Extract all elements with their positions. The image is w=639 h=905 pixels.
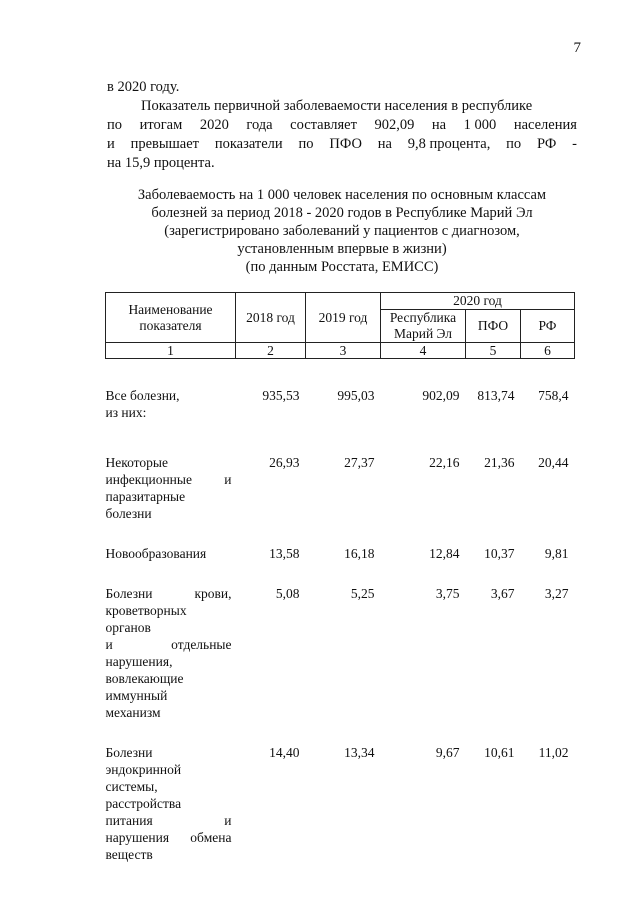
value-rf: 11,02 (538, 745, 569, 760)
caption-line-4: установленным впервые в жизни) (237, 241, 447, 257)
row-name-line (106, 744, 232, 761)
row-name-word: веществ (105, 847, 153, 862)
row-name-line (106, 619, 232, 636)
header-2018: 2018 год (236, 293, 306, 343)
table-row (106, 454, 575, 522)
row-name (106, 744, 236, 863)
value-v2018: 935,53 (262, 388, 300, 403)
row-name-word: Некоторые (105, 455, 168, 470)
row-name-line (106, 454, 232, 471)
intro-word: РФ (537, 136, 557, 152)
row-name-word: и (224, 472, 232, 487)
row-name-line (106, 653, 232, 670)
intro-word: на (377, 136, 392, 152)
row-name-line (106, 602, 232, 619)
row-name-word: из них: (105, 405, 147, 420)
row-name-word: отдельные (171, 637, 232, 652)
table-caption (100, 186, 584, 276)
intro-word: на (431, 117, 447, 133)
row-name (106, 454, 236, 522)
row-spacer-cell (106, 522, 575, 545)
column-number-5: 5 (466, 343, 521, 359)
intro-word: показатели (214, 136, 283, 152)
header-republic: Республика Марий Эл (381, 310, 466, 343)
row-name-line (106, 778, 232, 795)
header-2020: 2020 год (381, 293, 575, 310)
row-spacer (106, 721, 575, 744)
row-name-line (106, 636, 232, 653)
row-name-line (106, 687, 232, 704)
intro-line-5: на 15,9 процента. (107, 155, 215, 171)
column-number-2: 2 (236, 343, 306, 359)
row-name-word: нарушения (105, 830, 170, 845)
row-name-line (106, 670, 232, 687)
caption-line-5: (по данным Росстата, ЕМИСС) (245, 259, 439, 275)
intro-word: 1 000 (463, 117, 497, 133)
caption-line-1: Заболеваемость на 1 000 человек населения по основным классам (137, 187, 547, 203)
intro-line-4 (107, 135, 577, 154)
row-spacer-cell (106, 562, 575, 585)
row-spacer (106, 522, 575, 545)
value-pfo: 10,37 (484, 546, 515, 561)
row-name-line (106, 387, 232, 404)
value-rme: 3,75 (435, 586, 460, 601)
value-pfo: 21,36 (484, 455, 515, 470)
row-name-word: Болезни (105, 586, 153, 601)
row-name-word: Новообразования (105, 546, 207, 561)
row-spacer (106, 562, 575, 585)
column-number-3: 3 (306, 343, 381, 359)
value-rme: 22,16 (429, 455, 460, 470)
header-rf: РФ (521, 310, 575, 343)
row-name (106, 585, 236, 721)
row-name-line (106, 488, 232, 505)
row-name-line (106, 704, 232, 721)
value-rf: 3,27 (544, 586, 569, 601)
intro-word: 2020 (199, 117, 229, 133)
value-pfo: 813,74 (477, 388, 515, 403)
row-name-word: и (105, 637, 113, 652)
value-v2019: 13,34 (344, 745, 375, 760)
intro-word: ПФО (329, 136, 362, 152)
value-v2019: 27,37 (344, 455, 375, 470)
intro-word: итогам (139, 117, 183, 133)
row-name-word: вовлекающие (105, 671, 184, 686)
row-name-line (106, 471, 232, 488)
row-spacer-cell (106, 421, 575, 454)
value-v2019: 16,18 (344, 546, 375, 561)
row-name-word: болезни (105, 506, 152, 521)
row-name-line (106, 505, 232, 522)
row-name-word: кроветворных (105, 603, 187, 618)
intro-word: 9,8 процента, (407, 136, 491, 152)
row-name-word: органов (105, 620, 151, 635)
row-name-word: паразитарные (105, 489, 186, 504)
column-number-6: 6 (521, 343, 575, 359)
row-name-word: и (224, 813, 232, 828)
value-pfo: 3,67 (490, 586, 515, 601)
header-name: Наименование показателя (106, 293, 236, 343)
intro-word: превышает (130, 136, 200, 152)
column-number-row (106, 343, 575, 359)
row-spacer-cell (106, 721, 575, 744)
row-name-line (106, 545, 232, 562)
row-name (106, 387, 236, 421)
row-name-line (106, 812, 232, 829)
morbidity-table (105, 292, 575, 863)
intro-word: составляет (290, 117, 357, 133)
row-name-line (106, 404, 232, 421)
value-v2019: 995,03 (337, 388, 375, 403)
value-rme: 12,84 (429, 546, 460, 561)
intro-line-3 (107, 116, 577, 135)
row-name-word: нарушения, (105, 654, 173, 669)
row-name-word: расстройства (105, 796, 182, 811)
value-v2018: 14,40 (269, 745, 300, 760)
value-v2018: 5,08 (275, 586, 300, 601)
value-rme: 9,67 (435, 745, 460, 760)
row-name-word: эндокринной (105, 762, 182, 777)
row-name-word: иммунный (105, 688, 168, 703)
table-row (106, 744, 575, 863)
row-name-word: крови, (194, 586, 232, 601)
value-pfo: 10,61 (484, 745, 515, 760)
page-number: 7 (573, 40, 581, 56)
column-number-4: 4 (381, 343, 466, 359)
row-name-line (106, 795, 232, 812)
row-name-line (106, 846, 232, 863)
value-rf: 9,81 (544, 546, 569, 561)
caption-line-3: (зарегистрировано заболеваний у пациентов с диагнозом, (164, 223, 520, 239)
column-number-1: 1 (106, 343, 236, 359)
row-spacer (106, 359, 575, 388)
row-spacer-cell (106, 359, 575, 388)
intro-line-1: в 2020 году. (107, 79, 180, 95)
intro-word: года (246, 117, 273, 133)
table-row (106, 387, 575, 421)
caption-line-2: болезней за период 2018 - 2020 годов в Республике Марий Эл (151, 205, 533, 221)
row-name-word: Болезни (105, 745, 153, 760)
value-rf: 20,44 (538, 455, 569, 470)
row-name-word: системы, (105, 779, 158, 794)
row-name-word: инфекционные (105, 472, 192, 487)
intro-word: по (298, 136, 314, 152)
row-name-word: обмена (190, 830, 232, 845)
header-pfo: ПФО (466, 310, 521, 343)
intro-paragraph (107, 78, 577, 173)
table-row (106, 585, 575, 721)
row-name (106, 545, 236, 562)
intro-word: 902,09 (374, 117, 415, 133)
intro-word: населения (513, 117, 577, 133)
header-2019: 2019 год (306, 293, 381, 343)
intro-word: по (506, 136, 522, 152)
table-body (106, 359, 575, 864)
row-name-word: механизм (105, 705, 161, 720)
value-v2018: 26,93 (269, 455, 300, 470)
row-name-line (106, 829, 232, 846)
intro-line-2: Показатель первичной заболеваемости населения в республике (141, 98, 533, 114)
table-row (106, 545, 575, 562)
row-name-word: Все болезни, (105, 388, 180, 403)
row-name-line (106, 585, 232, 602)
row-name-line (106, 761, 232, 778)
row-name-word: питания (105, 813, 153, 828)
intro-word: - (572, 136, 577, 152)
row-spacer (106, 421, 575, 454)
value-v2018: 13,58 (269, 546, 300, 561)
intro-word: и (107, 136, 115, 152)
value-rf: 758,4 (538, 388, 569, 403)
value-rme: 902,09 (422, 388, 460, 403)
value-v2019: 5,25 (350, 586, 375, 601)
intro-word: по (107, 117, 123, 133)
